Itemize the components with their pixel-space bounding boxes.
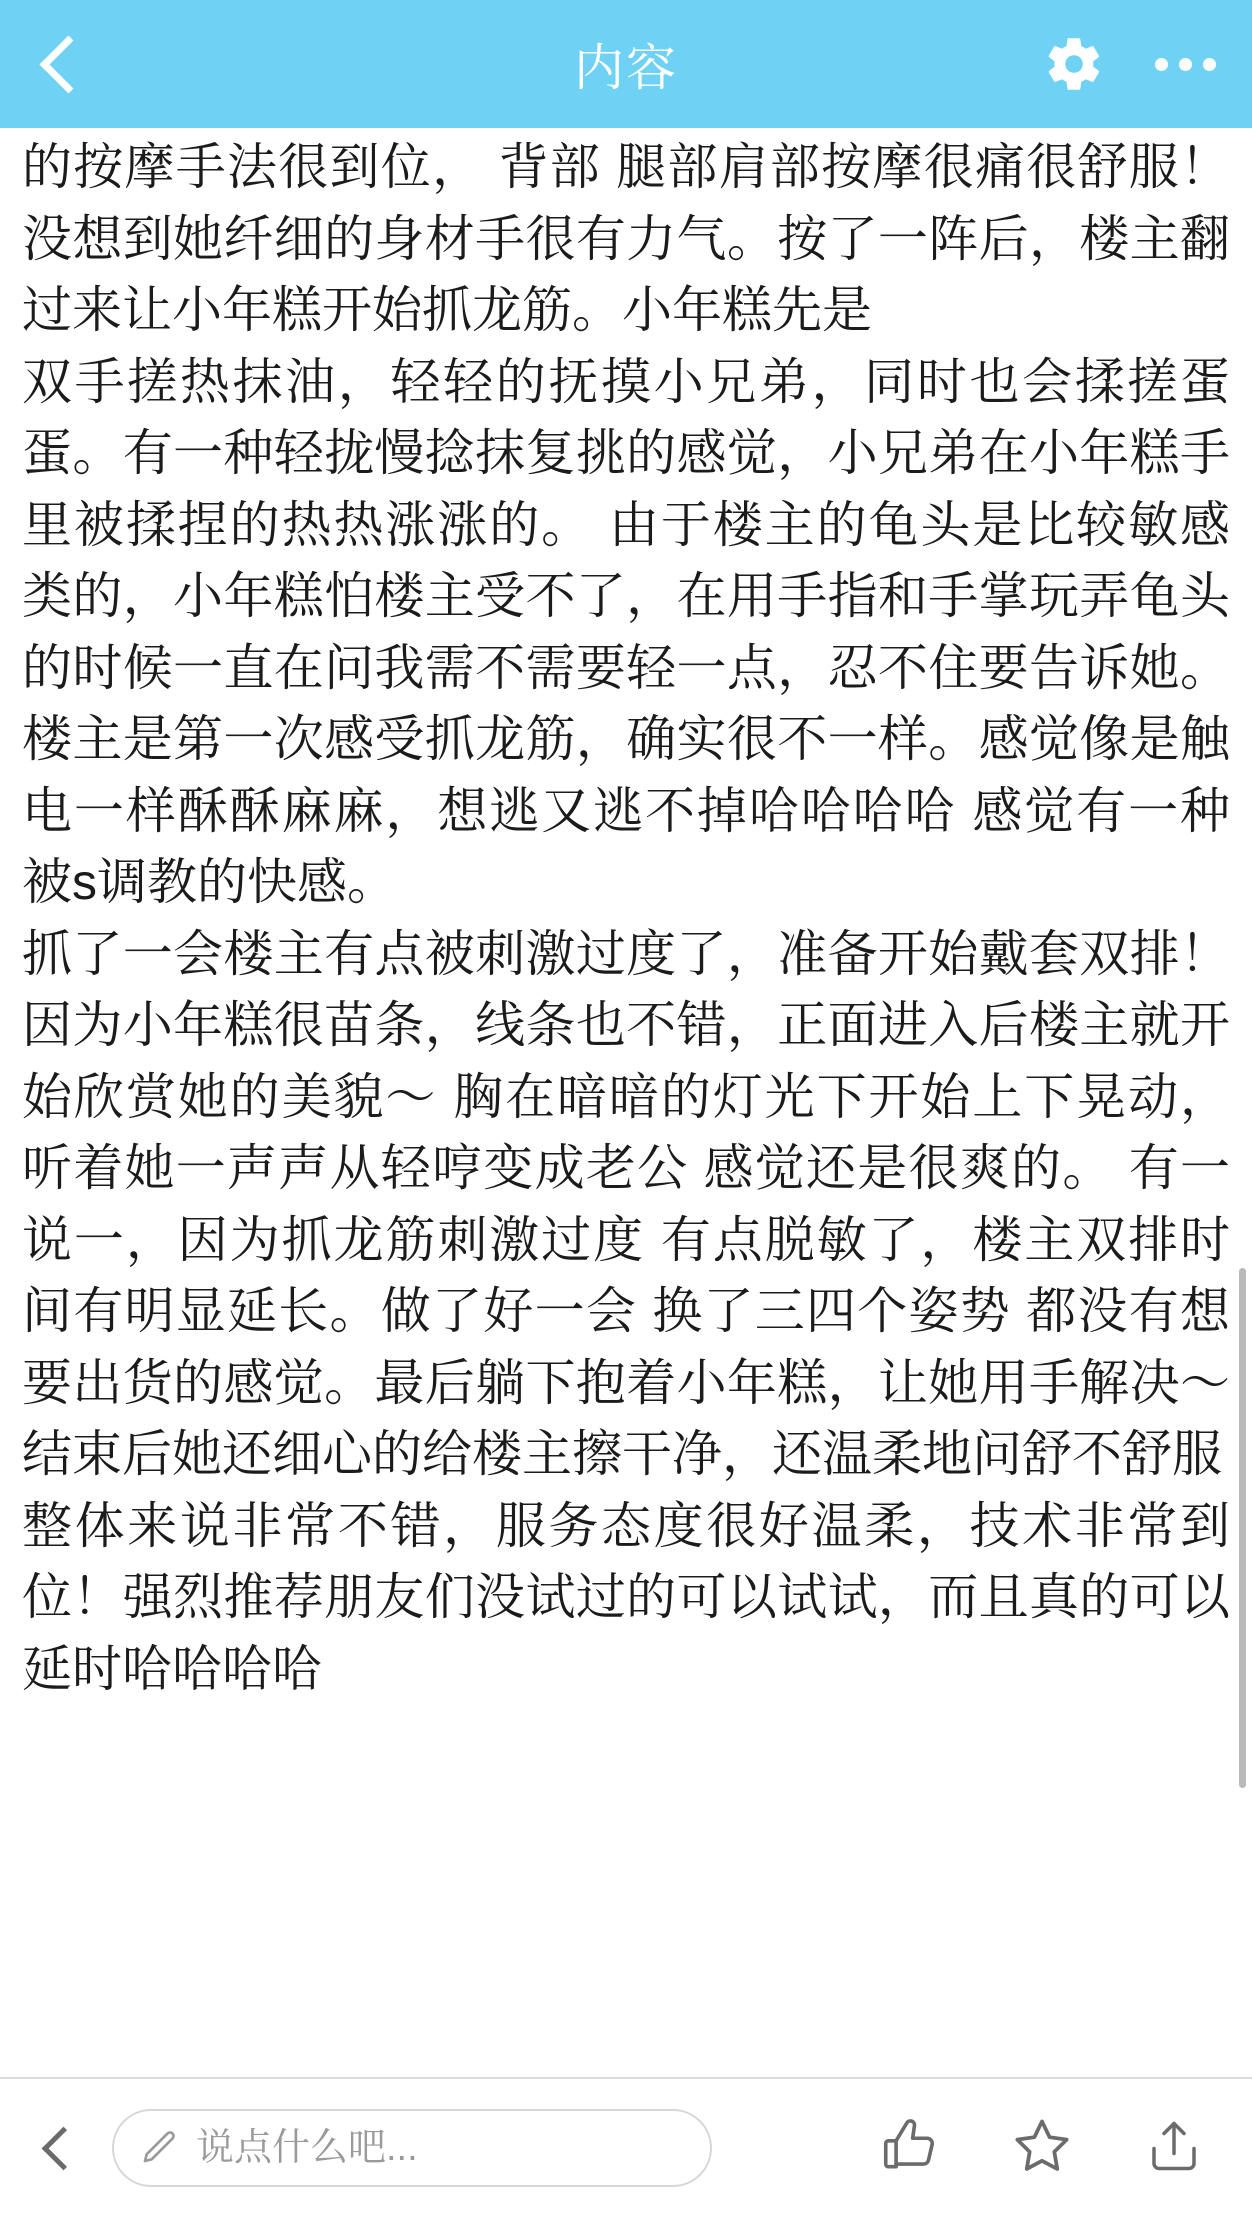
app-header: [0, 0, 1252, 128]
thumbs-up-icon[interactable]: [878, 2115, 940, 2182]
gear-icon[interactable]: [1043, 33, 1105, 95]
page-title: 内容: [574, 40, 678, 96]
header-back-button[interactable]: [30, 24, 100, 104]
back-chevron-icon: [41, 2126, 85, 2170]
bottom-back-button[interactable]: [26, 2116, 90, 2180]
pencil-icon: [140, 2126, 180, 2171]
article-paragraph: 整体来说非常不错，服务态度很好温柔，技术非常到位！强烈推荐朋友们没试过的可以试试，而且真的可以延时哈哈哈哈: [22, 1497, 1230, 1697]
article-paragraph: 抓了一会楼主有点被刺激过度了，准备开始戴套双排！因为小年糕很苗条，线条也不错，正面进入后楼主就开始欣赏她的美貌～ 胸在暗暗的灯光下开始上下晃动，听着她一声声从轻哼变成老公 感觉还是很爽的。 有一说一，因为抓龙筋刺激过度 有点脱敏了，楼主双排时间有明显延长。做了好一会 换了三四个姿势 都没有想要出货的感觉。最后躺下抱着小年糕，让她用手解决～ 结束后她还细心的给楼主擦干净，还温柔地问舒不舒服: [22, 925, 1230, 1482]
bottom-action-icons: [878, 2114, 1226, 2183]
star-icon[interactable]: [1010, 2114, 1074, 2183]
vertical-scrollbar[interactable]: [1239, 1268, 1246, 1788]
article-paragraph: 的按摩手法很到位， 背部 腿部肩部按摩很痛很舒服！ 没想到她纤细的身材手很有力气。按了一阵后，楼主翻过来让小年糕开始抓龙筋。小年糕先是: [22, 139, 1230, 338]
article-body: [22, 128, 1230, 1705]
article-paragraph: 双手搓热抹油，轻轻的抚摸小兄弟，同时也会揉搓蛋蛋。有一种轻拢慢捻抹复挑的感觉，小兄弟在小年糕手里被揉捏的热热涨涨的。 由于楼主的龟头是比较敏感类的，小年糕怕楼主受不了，在用手指和手掌玩弄龟头的时候一直在问我需不需要轻一点，忍不住要告诉她。 楼主是第一次感受抓龙筋，确实很不一样。感觉像是触电一样酥酥麻麻，想逃又逃不掉哈哈哈哈 感觉有一种被s调教的快感。: [22, 353, 1230, 910]
comment-placeholder-text: 说点什么吧...: [196, 2127, 418, 2169]
article-content[interactable]: [0, 128, 1252, 2077]
back-chevron-icon: [40, 35, 98, 93]
comment-input[interactable]: [112, 2109, 712, 2187]
header-actions: [1043, 33, 1222, 95]
share-icon[interactable]: [1144, 2116, 1204, 2181]
more-dots-icon[interactable]: [1149, 48, 1222, 81]
bottom-toolbar: [0, 2077, 1252, 2217]
